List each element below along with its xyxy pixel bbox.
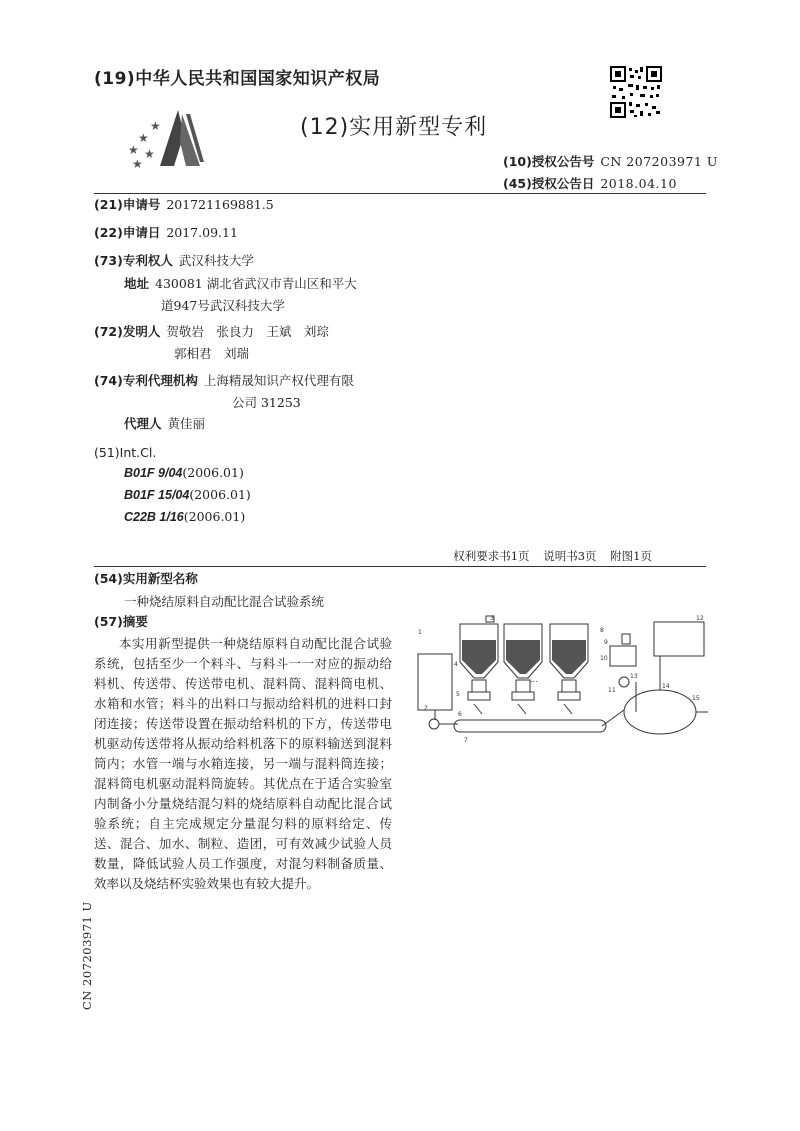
- inventors-row: [94, 322, 329, 342]
- application-date-row: [94, 223, 238, 243]
- mixing-drum: [624, 690, 696, 734]
- title-label-text: (54)实用新型名称: [94, 571, 198, 586]
- address-row: [124, 274, 357, 294]
- publication-date-label: (45)授权公告日: [503, 176, 595, 191]
- utility-model-title: 一种烧结原料自动配比混合试验系统: [124, 594, 325, 609]
- system-schematic: [410, 612, 710, 752]
- figure-label: 12: [696, 615, 704, 622]
- figure-label: 8: [600, 627, 604, 634]
- application-number-label: (21)申请号: [94, 197, 161, 212]
- ipc-year: (2006.01): [183, 509, 246, 524]
- address-label: 地址: [124, 276, 150, 291]
- divider: [94, 566, 706, 567]
- application-date-label: (22)申请日: [94, 225, 161, 240]
- svg-text:★: ★: [128, 143, 139, 157]
- figure-label: 1: [418, 629, 422, 636]
- figure-label: 15: [692, 695, 700, 702]
- figure-label: 13: [630, 673, 638, 680]
- ipc-code: B01F 9/04: [124, 466, 183, 480]
- figure-label: 4: [454, 661, 458, 668]
- office-name: (19)中华人民共和国国家知识产权局: [94, 69, 381, 89]
- qr-code-icon: [610, 66, 662, 118]
- patentee-label: (73)专利权人: [94, 253, 173, 268]
- title-label: [94, 569, 198, 589]
- figure-label: 3: [490, 615, 494, 622]
- inventors-line2-text: 郭相君 刘瑞: [174, 346, 250, 361]
- publication-date-row: [503, 174, 677, 192]
- publication-number-label: (10)授权公告号: [503, 154, 595, 169]
- hopper: [550, 624, 588, 700]
- agent: 黄佳丽: [167, 416, 206, 431]
- ipc-code: C22B 1/16: [124, 510, 184, 524]
- ipc-year: (2006.01): [182, 465, 244, 480]
- int-cl-label: (51)Int.Cl.: [94, 445, 157, 460]
- patent-office-logo: [126, 106, 206, 170]
- application-number: 201721169881.5: [166, 197, 274, 212]
- agency-row: [94, 371, 354, 391]
- abstract-text: 本实用新型提供一种烧结原料自动配比混合试验系统，包括至少一个料斗、与料斗一一对应的振动给料机、传送带、传送带电机、混料筒、混料筒电机、水箱和水管；料斗的出料口与振动给料机的进料口封闭连接；传送带设置在振动给料机的下方，传送带电机驱动传送带将从振动给料机落下的原料输送到混料筒内；水管一端与水箱连接，另一端与混料筒连接；混料筒电机驱动混料筒旋转。其优点在于适合实验室内制备小分量烧结混匀料的烧结原料自动配比混合试验系统；自主完成规定分量混匀料的原料给定、传送、混合、加水、制粒、造团，可有效减少试验人员数量，降低试验人员工作强度，对混匀料制备质量、效率以及烧结杯实验效果也有较大提升。: [94, 636, 392, 891]
- ipc-item: [124, 509, 245, 524]
- figure-label: 14: [662, 683, 670, 690]
- svg-text:★: ★: [132, 157, 143, 170]
- address-line2-text: 道947号武汉科技大学: [161, 298, 285, 313]
- abstract-label-text: (57)摘要: [94, 614, 148, 629]
- abstract-label: [94, 612, 148, 632]
- conveyor-belt: [454, 720, 606, 732]
- agency-line2-text: 公司 31253: [232, 395, 301, 410]
- page-count-info: 权利要求书1页 说明书3页 附图1页: [453, 549, 652, 563]
- hopper: [504, 624, 542, 700]
- document-type: (12)实用新型专利: [300, 115, 488, 140]
- pump-icon: [429, 719, 439, 729]
- ipc-year: (2006.01): [189, 487, 251, 502]
- ipc-code: B01F 15/04: [124, 488, 190, 502]
- figure-label: 2: [424, 705, 428, 712]
- figure-label: 10: [600, 655, 608, 662]
- publication-number-row: [503, 152, 718, 170]
- patentee-row: [94, 251, 254, 271]
- svg-text:★: ★: [144, 147, 155, 161]
- mixer-motor-box: [654, 622, 704, 656]
- agency-label: (74)专利代理机构: [94, 373, 198, 388]
- inventors-line1: 贺敬岩 张良力 王斌 刘琮: [166, 324, 329, 339]
- conveyor-motor-box: [418, 654, 452, 710]
- address-line2: [161, 296, 285, 316]
- svg-text:★: ★: [138, 131, 149, 145]
- address-line1: 430081 湖北省武汉市青山区和平大: [155, 276, 357, 291]
- side-publication-number: CN 207203971 U: [80, 901, 94, 1010]
- agency-line2: [232, 393, 301, 413]
- ellipsis-label: ...: [530, 675, 538, 684]
- figure-label: 6: [458, 711, 462, 718]
- publication-number: CN 207203971 U: [600, 154, 718, 169]
- water-tank: [610, 646, 636, 666]
- inventors-line2: [174, 344, 249, 364]
- ipc-item: [124, 487, 251, 502]
- application-date: 2017.09.11: [166, 225, 238, 240]
- figure-label: 9: [604, 639, 608, 646]
- svg-text:★: ★: [150, 119, 161, 133]
- figure-label: 11: [608, 687, 616, 694]
- divider: [94, 193, 706, 194]
- agent-row: [124, 414, 205, 434]
- figure-label: 5: [456, 691, 460, 698]
- agent-label: 代理人: [124, 416, 162, 431]
- ipc-item: [124, 465, 244, 480]
- agency-line1: 上海精晟知识产权代理有限: [203, 373, 354, 388]
- hopper: [460, 616, 498, 700]
- inventors-label: (72)发明人: [94, 324, 161, 339]
- figure-label: 7: [464, 737, 468, 744]
- application-number-row: [94, 195, 274, 215]
- publication-date: 2018.04.10: [600, 176, 677, 191]
- patentee: 武汉科技大学: [178, 253, 254, 268]
